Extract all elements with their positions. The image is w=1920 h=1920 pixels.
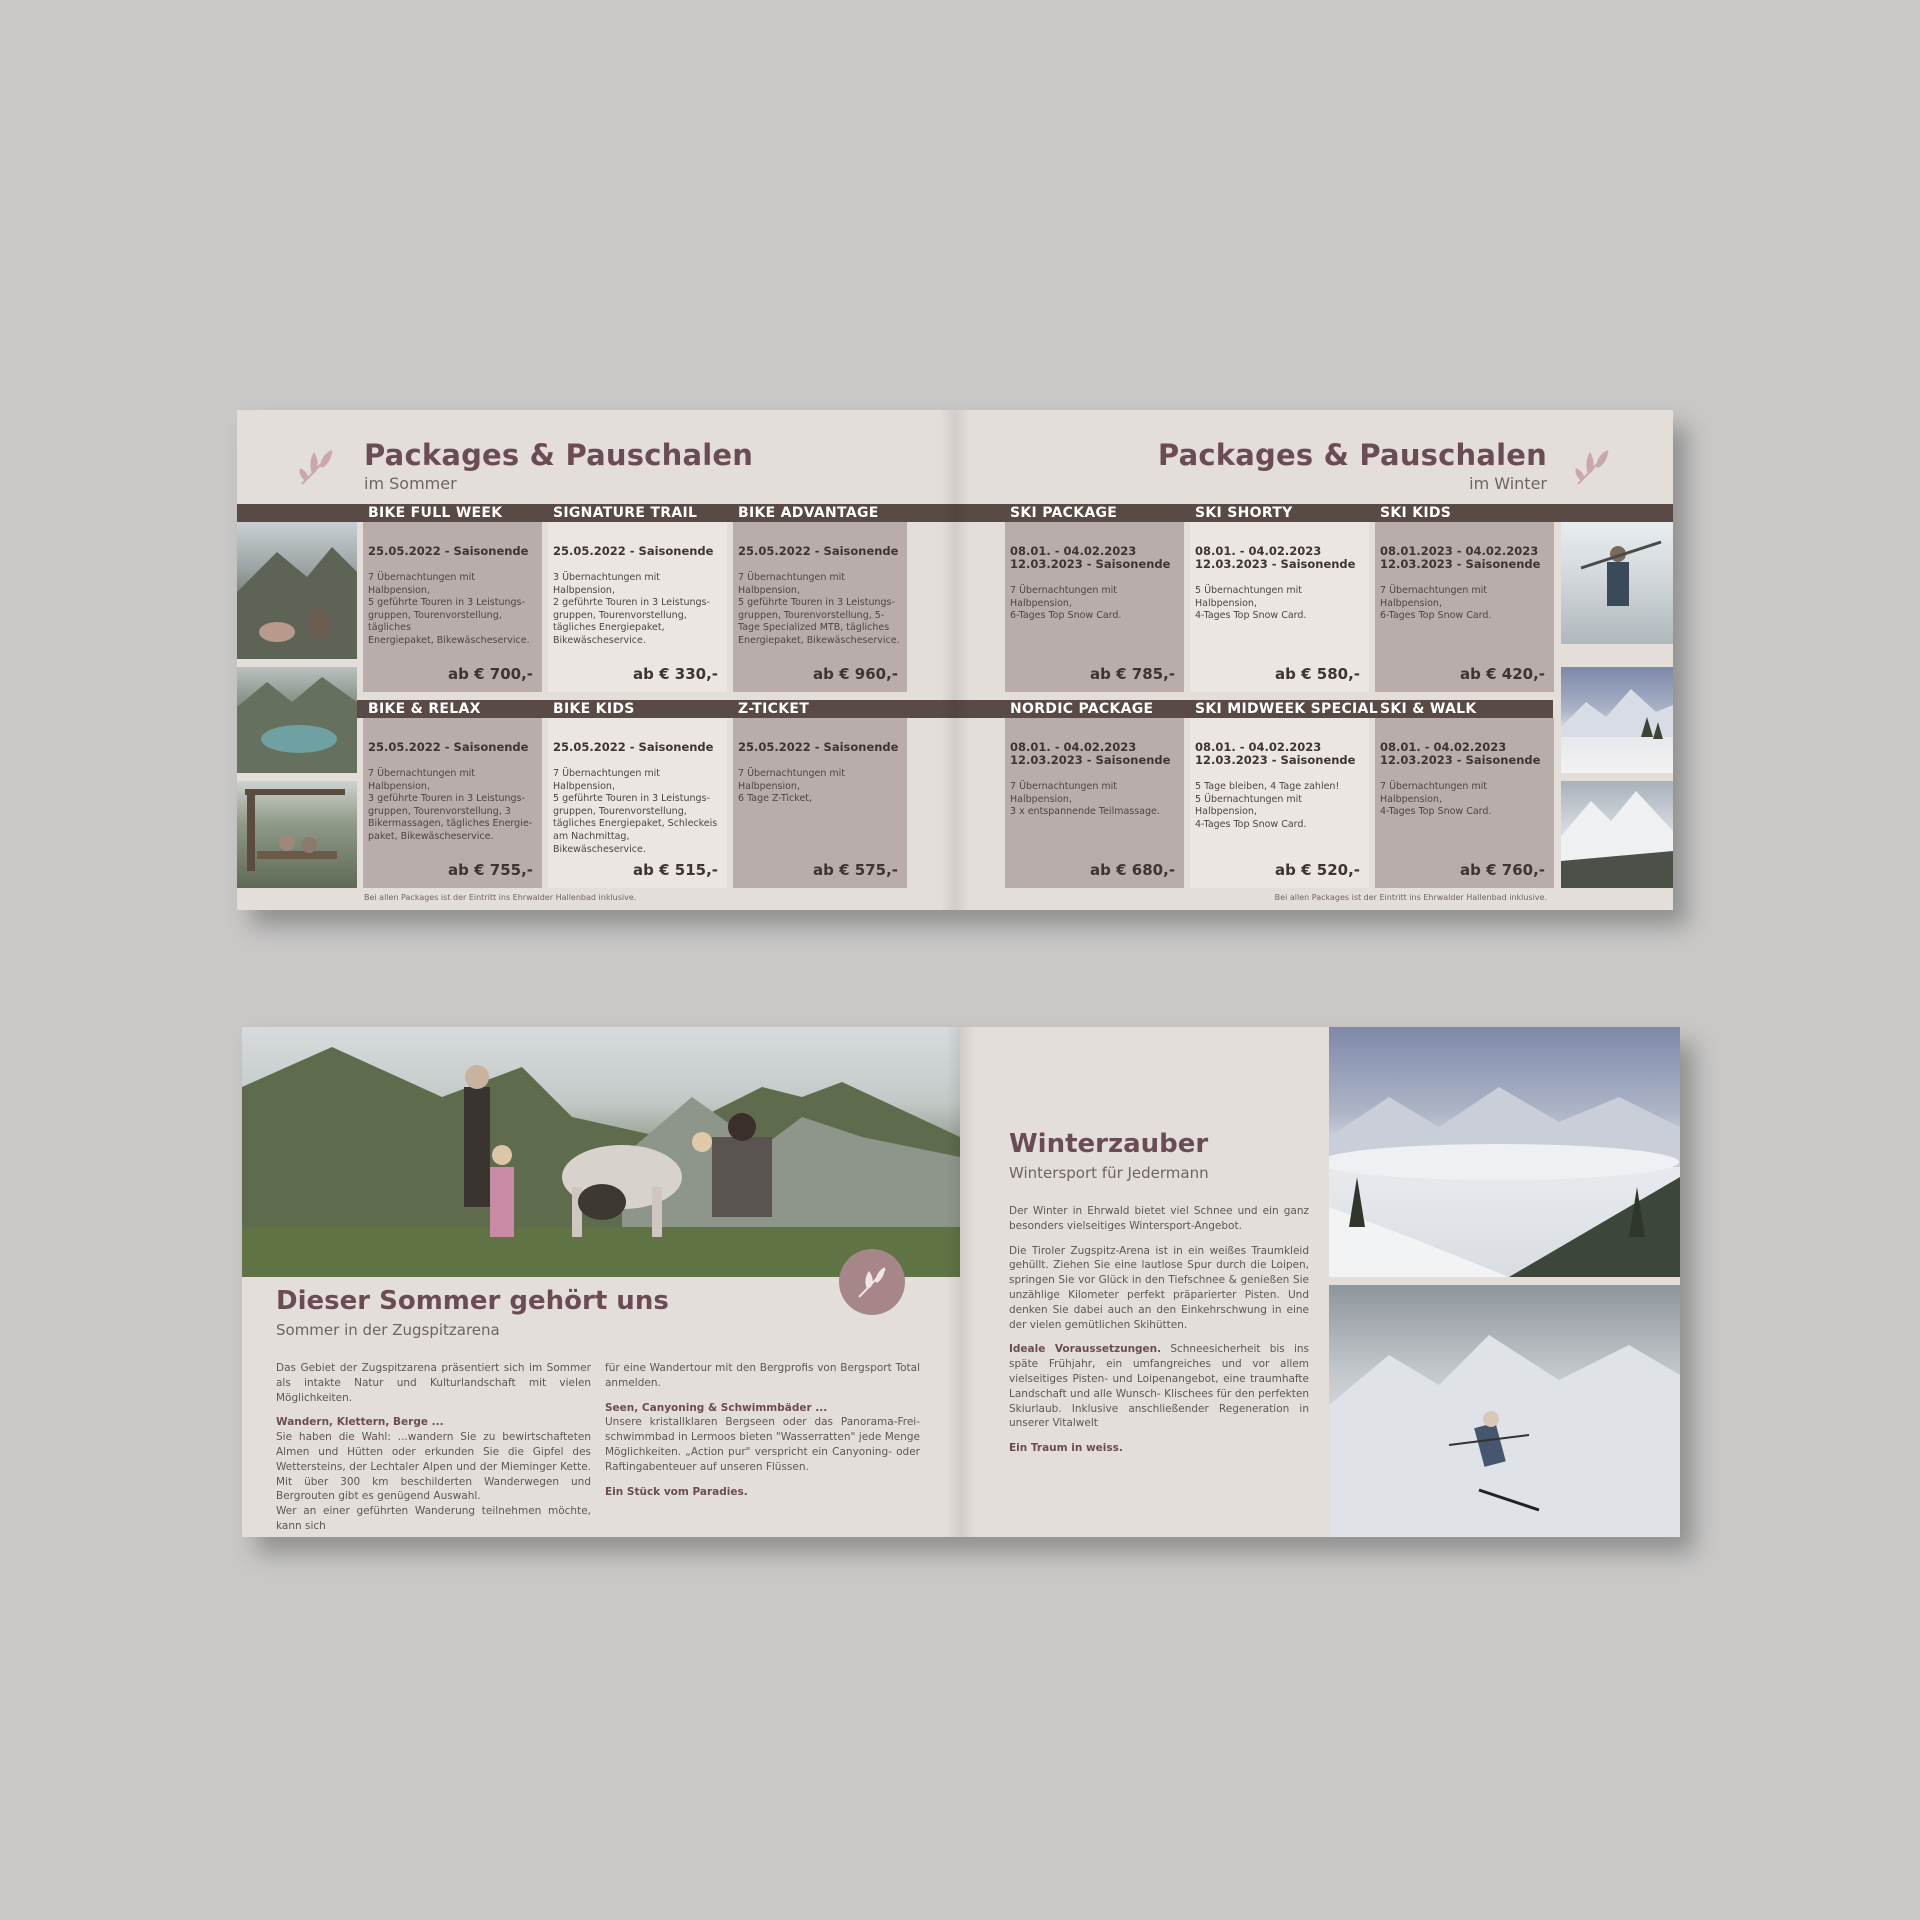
summer-article-subtitle: Sommer in der Zugspitzarena [276,1321,500,1339]
package-price: ab € 785,- [1090,665,1175,683]
paragraph [1009,1342,1309,1431]
package-card[interactable] [1375,522,1554,692]
package-price: ab € 575,- [813,861,898,879]
package-card[interactable] [548,718,727,888]
package-name: SKI KIDS [1380,505,1452,521]
package-description: 7 Übernachtungen mit Halbpension, 5 geführte Touren in 3 Leistungs- gruppen, Tourenvorstellung, tägliches Energiepaket, Schleckeis am Nachmittag, Bikewäscheservice. [553,768,718,855]
package-description: 7 Übernachtungen mit Halbpension, 3 x entspannende Teilmassage. [1010,781,1160,818]
package-description: 5 Übernachtungen mit Halbpension, 4-Tages Top Snow Card. [1195,585,1307,622]
package-date: 08.01. - 04.02.2023 12.03.2023 - Saisonende [1380,740,1541,767]
package-name: SKI & WALK [1380,701,1477,717]
articles-spread [242,1027,1680,1537]
package-description: 7 Übernachtungen mit Halbpension, 6 Tage Z-Ticket, [738,768,846,805]
package-name: BIKE & RELAX [368,701,481,717]
winter-photo-snowfield [1561,667,1673,773]
package-date: 08.01. - 04.02.2023 12.03.2023 - Saisonende [1195,544,1356,571]
package-card[interactable] [733,522,907,692]
package-card[interactable] [363,718,542,888]
package-price: ab € 755,- [448,861,533,879]
package-description: 3 Übernachtungen mit Halbpension, 2 geführte Touren in 3 Leistungs- gruppen, Tourenvorstellung, tägliches Energiepaket, Bikewäscheservice. [553,572,710,646]
package-date: 25.05.2022 - Saisonende [553,544,714,558]
package-description: 7 Übernachtungen mit Halbpension, 4-Tages Top Snow Card. [1380,781,1492,818]
package-card[interactable] [733,718,907,888]
package-date: 08.01. - 04.02.2023 12.03.2023 - Saisonende [1195,740,1356,767]
package-card[interactable] [548,522,727,692]
package-date: 25.05.2022 - Saisonende [368,544,529,558]
closing-line: Ein Stück vom Paradies. [605,1485,748,1498]
package-price: ab € 580,- [1275,665,1360,683]
closing-line: Ein Traum in weiss. [1009,1442,1123,1455]
paragraph-body: Schneesicherheit bis ins späte Frühjahr, ein umfangreiches und vor allem vielseitiges Pisten- und Loipenangebot, eine traumhafte Landschaft und alle Wunsch- Klischees für den perfekten Skiurlaub. Inklusive anschließender Regeneration in unserer Vitalwelt [1009,1343,1309,1430]
summer-footnote: Bei allen Packages ist der Eintritt ins Ehrwalder Hallenbad inklusive. [364,893,637,902]
package-card[interactable] [1005,718,1184,888]
package-date: 08.01. - 04.02.2023 12.03.2023 - Saisonende [1010,740,1171,767]
winter-article-subtitle: Wintersport für Jedermann [1009,1164,1209,1182]
package-card[interactable] [1375,718,1554,888]
package-description: 7 Übernachtungen mit Halbpension, 5 geführte Touren in 3 Leistungs- gruppen, Tourenvorstellung, 5- Tage Specialized MTB, tägliches Energiepaket, Bikewäscheservice. [738,572,900,646]
package-name: SKI SHORTY [1195,505,1293,521]
winter-footnote: Bei allen Packages ist der Eintritt ins Ehrwalder Hallenbad inklusive. [1274,893,1547,902]
winter-article-text [1009,1204,1309,1456]
package-name: BIKE ADVANTAGE [738,505,879,521]
winter-packages-subtitle: im Winter [1469,474,1547,493]
package-card[interactable] [363,522,542,692]
package-description: 7 Übernachtungen mit Halbpension, 6-Tages Top Snow Card. [1380,585,1492,622]
winter-photo-skitour [1561,522,1673,644]
package-name: SKI PACKAGE [1010,505,1118,521]
summer-article-column-1 [276,1361,591,1534]
paragraph: Unsere kristallklaren Bergseen oder das Panorama-Frei-schwimmbad in Lermoos bieten "Wasserratten" jede Menge Möglichkeiten. „Action pur" verspricht ein Canyoning- oder Raftingabenteuer auf unseren Flüssen. [605,1416,920,1473]
summer-photo-lake [237,667,357,773]
feather-logo-icon [294,444,340,490]
package-name: BIKE KIDS [553,701,635,717]
paragraph: Sie haben die Wahl: ...wandern Sie zu bewirtschafteten Almen und Hütten oder erkunden Sie die Gipfel des Wettersteins, der Lechtaler Alpen und der Mieminger Kette. Mit über 300 km beschilderten Wanderwegen und Bergrouten gibt es genügend Auswahl. [276,1431,591,1503]
summer-packages-subtitle: im Sommer [364,474,457,493]
winter-article-title: Winterzauber [1009,1129,1209,1159]
paragraph: für eine Wandertour mit den Bergprofis von Bergsport Total anmelden. [605,1362,920,1389]
package-name: NORDIC PACKAGE [1010,701,1154,717]
package-description: 7 Übernachtungen mit Halbpension, 6-Tages Top Snow Card. [1010,585,1122,622]
package-date: 25.05.2022 - Saisonende [738,740,899,754]
winter-photo-valley [1329,1027,1680,1277]
winter-packages-title: Packages & Pauschalen [1157,438,1547,472]
package-card[interactable] [1190,522,1369,692]
package-description: 7 Übernachtungen mit Halbpension, 5 geführte Touren in 3 Leistungs- gruppen, Tourenvorstellung, tägliches Energiepaket, Bikewäscheservice. [368,572,530,646]
package-price: ab € 700,- [448,665,533,683]
paragraph: Der Winter in Ehrwald bietet viel Schnee und ein ganz besonders vielseitiges Wintersport-Angebot. [1009,1205,1309,1232]
package-name: SKI MIDWEEK SPECIAL [1195,701,1378,717]
package-price: ab € 760,- [1460,861,1545,879]
package-date: 08.01. - 04.02.2023 12.03.2023 - Saisonende [1010,544,1171,571]
package-card[interactable] [1190,718,1369,888]
summer-article-column-2 [605,1361,920,1499]
package-price: ab € 680,- [1090,861,1175,879]
section-heading: Seen, Canyoning & Schwimmbäder ... [605,1401,828,1414]
package-name: BIKE FULL WEEK [368,505,503,521]
package-price: ab € 420,- [1460,665,1545,683]
paragraph: Das Gebiet der Zugspitzarena präsentiert sich im Sommer als intakte Natur und Kulturlandschaft mit vielen Möglichkeiten. [276,1362,591,1404]
package-name: Z-TICKET [738,701,810,717]
packages-spread [237,410,1673,910]
package-price: ab € 515,- [633,861,718,879]
package-price: ab € 960,- [813,665,898,683]
package-description: 5 Tage bleiben, 4 Tage zahlen! 5 Übernachtungen mit Halbpension, 4-Tages Top Snow Card. [1195,781,1340,830]
summer-article-title: Dieser Sommer gehört uns [276,1286,669,1316]
package-date: 25.05.2022 - Saisonende [368,740,529,754]
paragraph: Die Tiroler Zugspitz-Arena ist in ein weißes Traumkleid gehüllt. Ziehen Sie eine lautlose Spur durch die Loipen, springen Sie vor Glück in den Tiefschnee & genießen Sie unzählige Kilometer perfekt präparierter Pisten. Und denken Sie dabei auch an den Einkehrschwung in eine der vielen gemütlichen Skihütten. [1009,1244,1309,1331]
feather-badge [839,1249,905,1315]
package-date: 25.05.2022 - Saisonende [738,544,899,558]
feather-icon [839,1249,905,1315]
package-price: ab € 520,- [1275,861,1360,879]
package-date: 25.05.2022 - Saisonende [553,740,714,754]
package-price: ab € 330,- [633,665,718,683]
package-name: SIGNATURE TRAIL [553,505,698,521]
paragraph-lead: Ideale Voraussetzungen. [1009,1343,1162,1356]
summer-packages-title: Packages & Pauschalen [364,438,754,472]
winter-photo-skier [1329,1285,1680,1537]
package-card[interactable] [1005,522,1184,692]
summer-photo-bench [237,781,357,888]
package-description: 7 Übernachtungen mit Halbpension, 3 geführte Touren in 3 Leistungs- gruppen, Tourenvorstellung, 3 Bikermassagen, tägliches Energie- paket, Bikewäscheservice. [368,768,533,842]
winter-photo-peaks [1561,781,1673,888]
summer-photo-bikers [237,522,357,659]
paragraph: Wer an einer geführten Wanderung teilnehmen möchte, kann sich [276,1505,591,1532]
feather-logo-icon [1570,444,1616,490]
summer-hero-photo [242,1027,960,1277]
section-heading: Wandern, Klettern, Berge ... [276,1416,444,1429]
package-date: 08.01.2023 - 04.02.2023 12.03.2023 - Saisonende [1380,544,1541,571]
